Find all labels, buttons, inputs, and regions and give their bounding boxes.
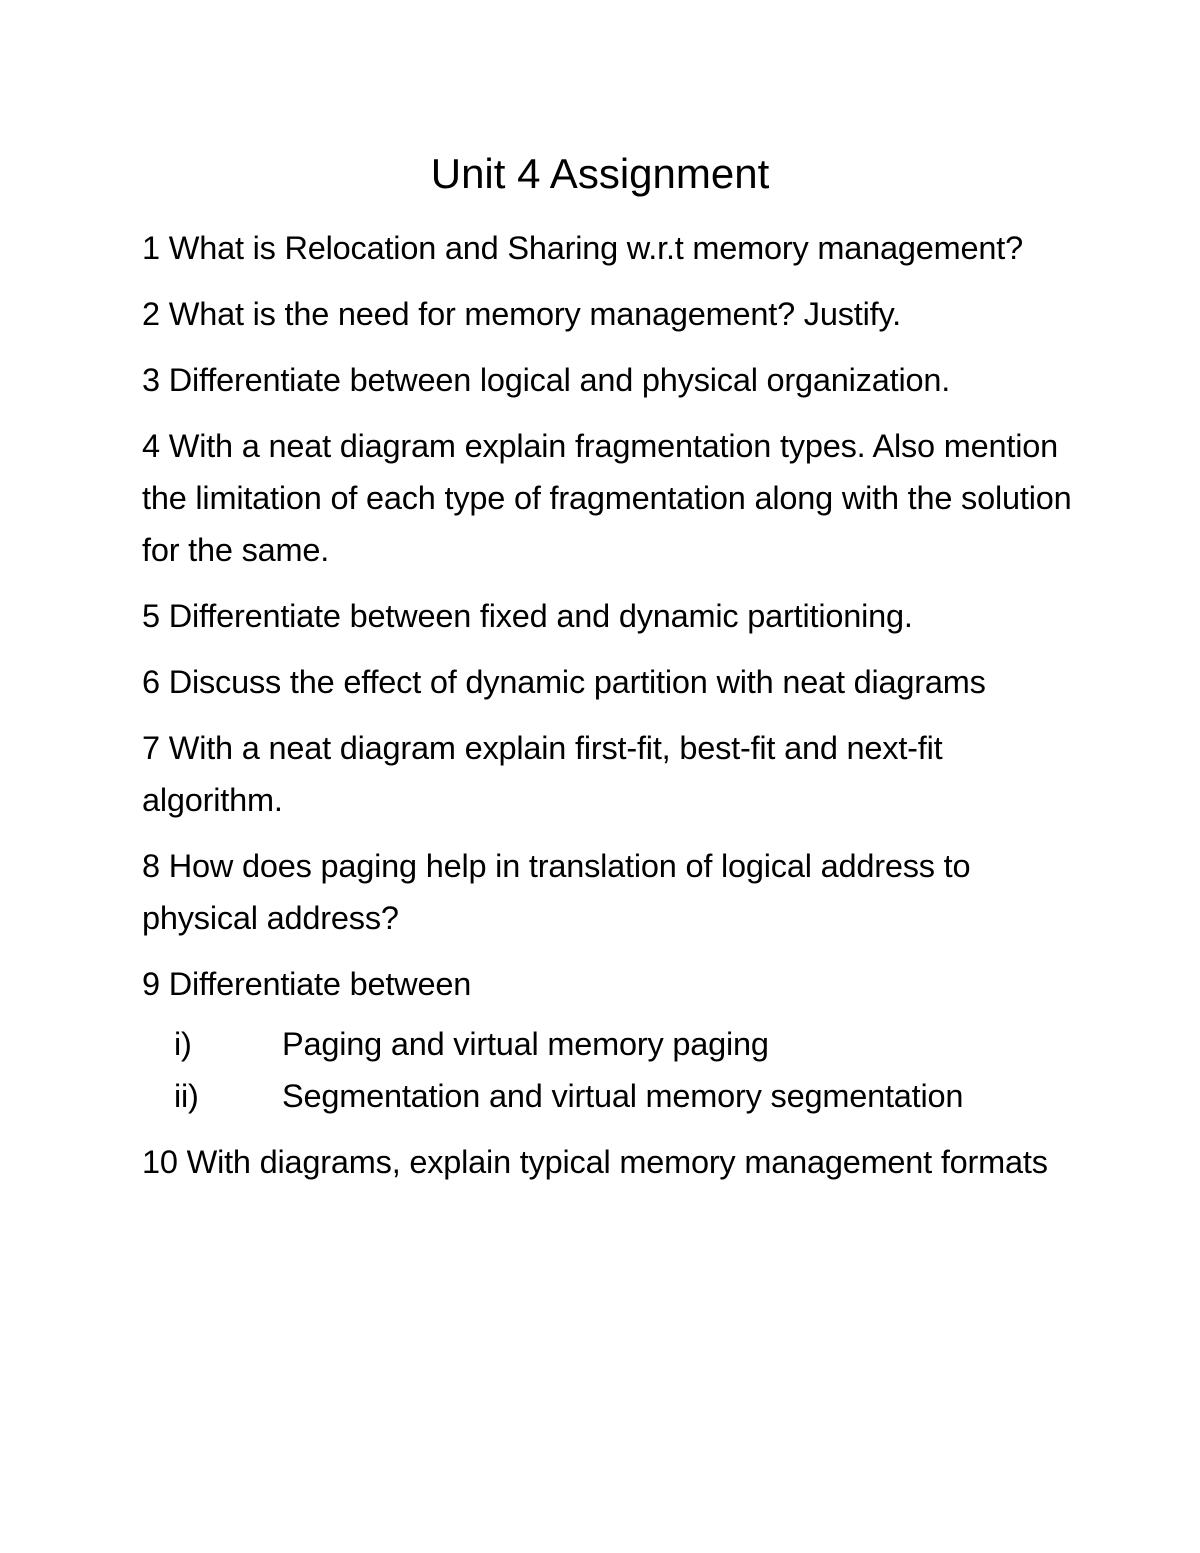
document-title: Unit 4 Assignment	[430, 150, 770, 197]
question-9-sub-list	[142, 1018, 1082, 1122]
question-number: 2	[142, 296, 160, 332]
sub-item-marker: i)	[174, 1026, 192, 1062]
question-text: Discuss the effect of dynamic partition with neat diagrams	[168, 664, 986, 700]
question-number: 9	[142, 966, 160, 1002]
question-text: With a neat diagram explain fragmentation types. Also mention the limitation of each type of fragmentation along with the solution for the same.	[142, 428, 1072, 568]
question-text: Differentiate between logical and physical organization.	[168, 362, 951, 398]
question-number: 7	[142, 730, 160, 766]
sub-item-ii	[142, 1070, 1082, 1122]
question-6	[142, 656, 1082, 708]
question-text: With a neat diagram explain first-fit, best-fit and next-fit algorithm.	[142, 730, 943, 818]
question-7	[142, 722, 1082, 826]
question-number: 5	[142, 598, 160, 634]
question-number: 3	[142, 362, 160, 398]
question-number: 8	[142, 848, 160, 884]
question-text: What is Relocation and Sharing w.r.t memory management?	[168, 230, 1023, 266]
question-number: 1	[142, 230, 160, 266]
sub-item-text: Paging and virtual memory paging	[282, 1026, 769, 1062]
question-2	[142, 288, 1082, 340]
question-number: 4	[142, 428, 160, 464]
question-10	[142, 1136, 1082, 1188]
question-text: How does paging help in translation of logical address to physical address?	[142, 848, 971, 936]
question-9	[142, 958, 1082, 1010]
question-8	[142, 840, 1082, 944]
question-text: What is the need for memory management? Justify.	[168, 296, 901, 332]
question-text: With diagrams, explain typical memory management formats	[186, 1144, 1048, 1180]
question-4	[142, 420, 1082, 576]
question-3	[142, 354, 1082, 406]
question-text: Differentiate between	[168, 966, 472, 1002]
question-1	[142, 222, 1082, 274]
sub-item-i	[142, 1018, 1082, 1070]
question-number: 6	[142, 664, 160, 700]
question-5	[142, 590, 1082, 642]
sub-item-text: Segmentation and virtual memory segmentation	[282, 1078, 964, 1114]
question-text: Differentiate between fixed and dynamic partitioning.	[168, 598, 913, 634]
question-list	[142, 222, 1082, 1202]
sub-item-marker: ii)	[174, 1078, 199, 1114]
question-number: 10	[142, 1144, 178, 1180]
